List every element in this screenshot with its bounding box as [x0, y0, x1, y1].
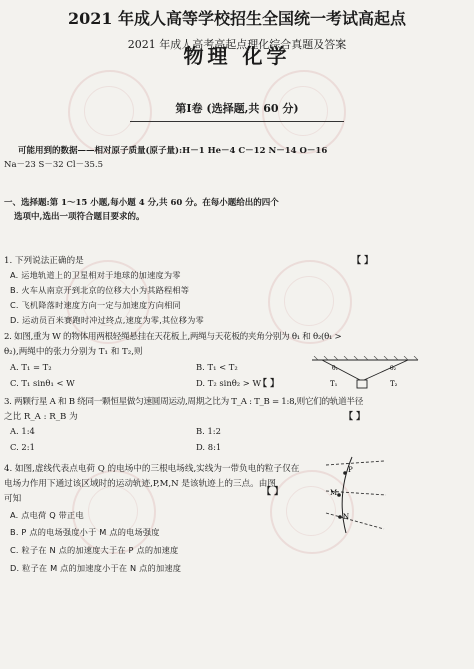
question-3-option-b: B. 1:2: [196, 426, 221, 436]
answer-bracket: 【 】: [344, 412, 366, 422]
question-3-option-a: A. 1:4: [10, 426, 35, 436]
question-2-option-d: D. T₂ sinθ₂ > W: [196, 378, 262, 388]
answer-bracket: 【 】: [258, 379, 280, 389]
question-2-figure: [310, 356, 420, 396]
figure-label-n: N: [343, 513, 350, 521]
page-subtitle: 2021 年成人高考高起点理化综合真题及答案: [127, 38, 347, 51]
question-1-option-c: C. 飞机降落时速度方向一定与加速度方向相同: [10, 300, 181, 310]
subject-overlay: 物理 化学: [183, 44, 291, 68]
question-4-line-3: 可知: [4, 494, 22, 504]
question-2-option-a: A. T₁ = T₂: [10, 362, 52, 372]
question-1-option-d: D. 运动员百米赛跑时冲过终点,速度为零,其位移为零: [10, 315, 204, 325]
question-2-option-b: B. T₁ < T₂: [196, 362, 238, 372]
figure-label-t2: T₂: [390, 380, 398, 388]
figure-label-t1: T₁: [330, 380, 338, 388]
section-divider: [130, 121, 344, 122]
page-title: 2021 年成人高等学校招生全国统一考试高起点: [67, 9, 407, 28]
answer-bracket: 【 】: [352, 256, 374, 266]
question-4-option-c: C. 粒子在 N 点的加速度大于在 P 点的加速度: [10, 545, 179, 555]
question-3-line-2: 之比 R_A : R_B 为: [4, 412, 78, 422]
answer-bracket: 【 】: [262, 487, 284, 497]
question-3-option-d: D. 8:1: [196, 442, 222, 452]
figure-label-theta1: θ₁: [332, 365, 339, 372]
question-4-line-1: 4. 如图,虚线代表点电荷 Q 的电场中的三根电场线,实线为一带负电的粒子仅在: [4, 464, 300, 474]
question-4-option-d: D. 粒子在 M 点的加速度小于在 N 点的加速度: [10, 563, 182, 573]
question-2-line-2: θ₂),两绳中的张力分别为 T₁ 和 T₂,则: [4, 347, 143, 357]
question-1-option-a: A. 运地轨道上的卫星相对于地球的加速度为零: [10, 270, 181, 280]
question-4-line-2: 电场力作用下通过该区域时的运动轨迹,P,M,N 是该轨迹上的三点。由图: [4, 479, 276, 489]
question-4-option-a: A. 点电荷 Q 带正电: [10, 510, 84, 520]
instructions-line-2: 选项中,选出一项符合题目要求的。: [14, 212, 145, 222]
question-4-figure: [312, 455, 392, 535]
question-3-line-1: 3. 两颗行星 A 和 B 绕同一颗恒星做匀速圆周运动,周期之比为 T_A : T_B = 1:8,则它们的轨道半径: [4, 397, 364, 407]
question-1-stem: 1. 下列说法正确的是: [4, 256, 84, 266]
atomic-mass-line-1: 可能用到的数据——相对原子质量(原子量):H－1 He－4 C－12 N－14 O－16: [18, 146, 328, 156]
section-title: 第Ⅰ卷 (选择题,共 60 分): [175, 102, 299, 115]
question-2-option-c: C. T₁ sinθ₁ < W: [10, 378, 75, 388]
instructions-line-1: 一、选择题:第 1～15 小题,每小题 4 分,共 60 分。在每小题给出的四个: [4, 198, 279, 208]
question-4-option-b: B. P 点的电场强度小于 M 点的电场强度: [10, 527, 160, 537]
figure-label-m: M: [330, 489, 338, 497]
question-2-line-1: 2. 如图,重为 W 的物体用两根轻绳悬挂在天花板上,两绳与天花板的夹角分别为 θ₁ 和 θ₂(θ₁ >: [4, 332, 342, 342]
question-1-option-b: B. 火车从南京开到北京的位移大小为其路程相等: [10, 285, 190, 295]
question-3-option-c: C. 2:1: [10, 442, 35, 452]
atomic-mass-line-2: Na－23 S－32 Cl－35.5: [4, 160, 104, 170]
figure-label-p: P: [348, 466, 353, 474]
figure-label-theta2: θ₂: [390, 365, 397, 372]
